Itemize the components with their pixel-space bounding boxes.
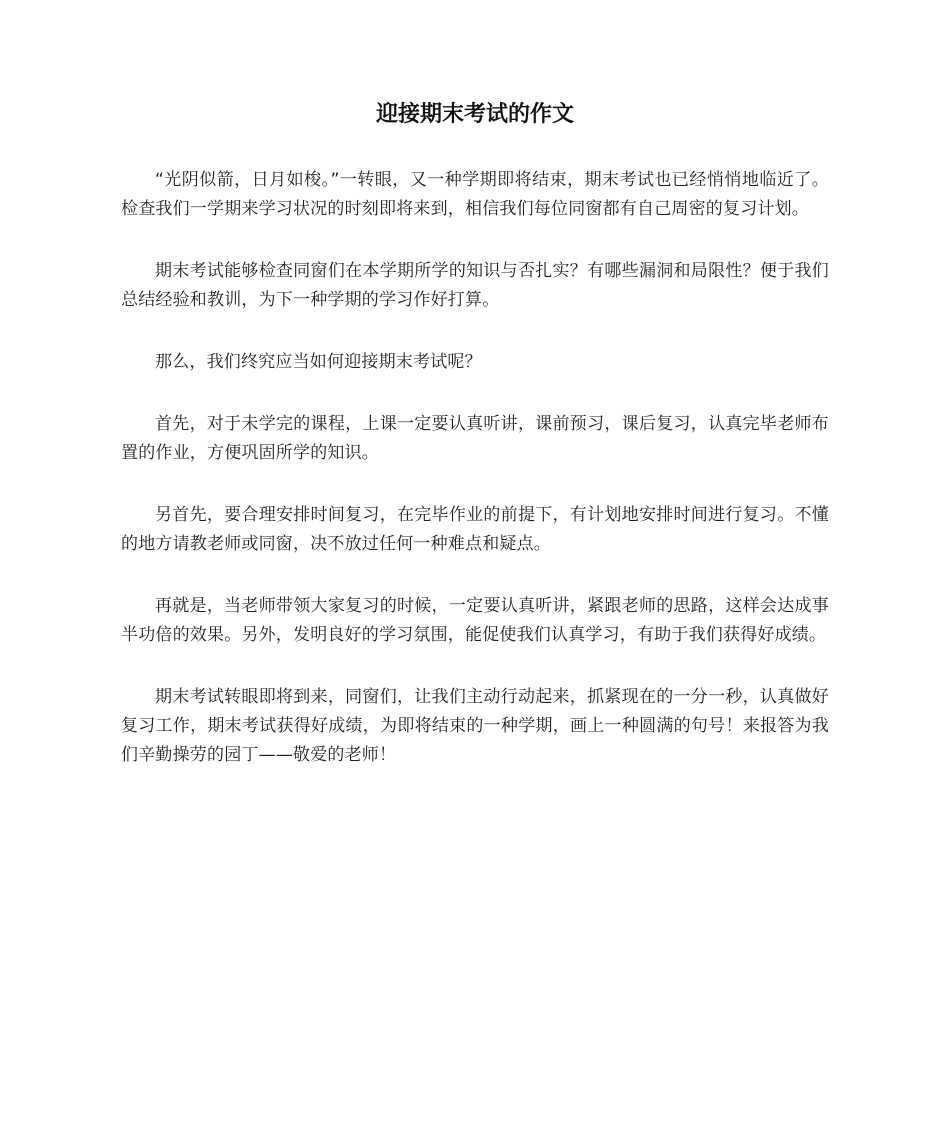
paragraph-2: 期末考试能够检查同窗们在本学期所学的知识与否扎实？有哪些漏洞和局限性？便于我们总结经验和教训，为下一种学期的学习作好打算。 bbox=[121, 261, 829, 310]
paragraph-5: 另首先，要合理安排时间复习，在完毕作业的前提下，有计划地安排时间进行复习。不懂的地方请教老师或同窗，决不放过任何一种难点和疑点。 bbox=[121, 505, 829, 554]
document-title: 迎接期末考试的作文 bbox=[375, 102, 574, 127]
paragraph-4: 首先，对于未学完的课程，上课一定要认真听讲，课前预习，课后复习，认真完毕老师布置的作业，方便巩固所学的知识。 bbox=[121, 414, 829, 463]
paragraph-6: 再就是，当老师带领大家复习的时候，一定要认真听讲，紧跟老师的思路，这样会达成事半功倍的效果。另外，发明良好的学习氛围，能促使我们认真学习，有助于我们获得好成绩。 bbox=[121, 596, 829, 645]
paragraph-3: 那么，我们终究应当如何迎接期末考试呢？ bbox=[155, 352, 482, 372]
document-body bbox=[121, 166, 829, 803]
paragraph-1: “光阴似箭，日月如梭。”一转眼，又一种学期即将结束，期末考试也已经悄悄地临近了。检查我们一学期来学习状况的时刻即将来到，相信我们每位同窗都有自己周密的复习计划。 bbox=[121, 170, 829, 219]
paragraph-7: 期末考试转眼即将到来，同窗们，让我们主动行动起来，抓紧现在的一分一秒，认真做好复习工作，期末考试获得好成绩，为即将结束的一种学期，画上一种圆满的句号！来报答为我们辛勤操劳的园丁——敬爱的老师！ bbox=[121, 687, 829, 765]
